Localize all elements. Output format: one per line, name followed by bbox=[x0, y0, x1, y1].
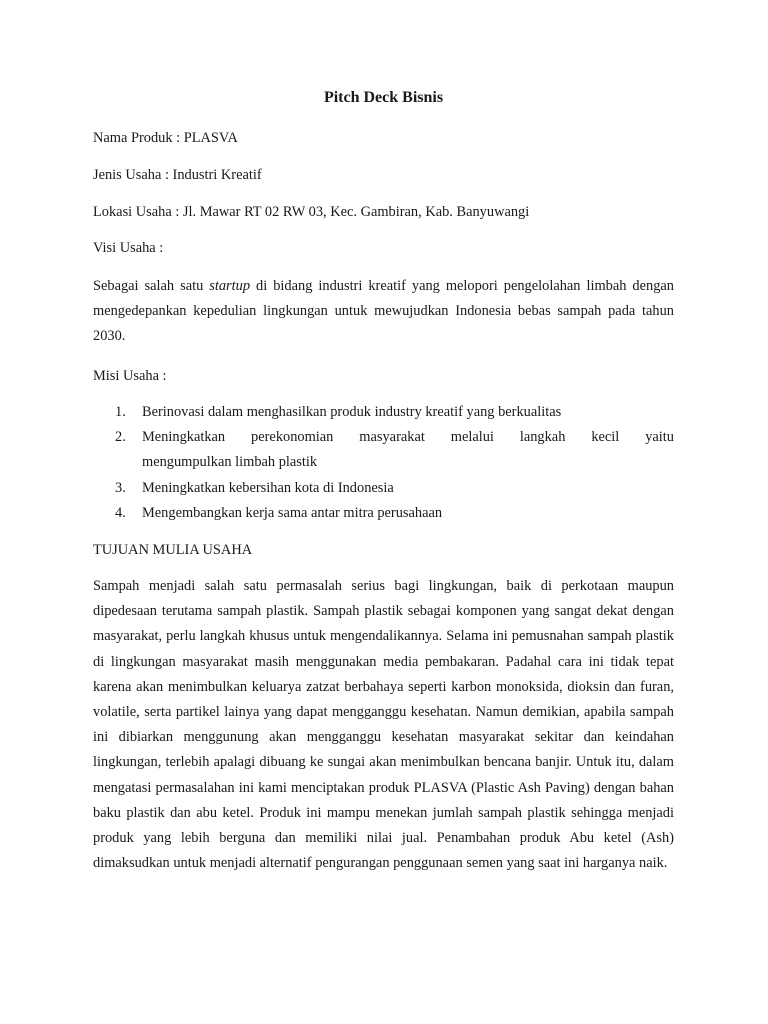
list-item-text-line2: mengumpulkan limbah plastik bbox=[142, 454, 318, 471]
vision-text-after: di bidang industri kreatif yang melopori pengelolahan limbah dengan mengedepankan kepedulian lingkungan untuk mewujudkan Indonesia bebas sampah pada tahun 2030. bbox=[93, 278, 674, 345]
vision-text-before: Sebagai salah satu bbox=[93, 278, 210, 294]
document-title: Pitch Deck Bisnis bbox=[323, 89, 444, 106]
location-line: Lokasi Usaha : Jl. Mawar RT 02 RW 03, Kec. Gambiran, Kab. Banyuwangi bbox=[93, 204, 530, 220]
vision-paragraph bbox=[93, 274, 674, 350]
vision-text-italic: startup bbox=[209, 278, 251, 294]
list-item-text: Mengembangkan kerja sama antar mitra perusahaan bbox=[142, 504, 443, 521]
business-type-line: Jenis Usaha : Industri Kreatif bbox=[93, 167, 262, 183]
mission-list bbox=[93, 400, 674, 526]
list-item-text: Berinovasi dalam menghasilkan produk industry kreatif yang berkualitas bbox=[142, 404, 562, 420]
list-item-number: 4. bbox=[115, 504, 126, 521]
vision-heading: Visi Usaha : bbox=[93, 240, 164, 256]
goal-paragraph: Sampah menjadi salah satu permasalah serius bagi lingkungan, baik di perkotaan maupun dipedesaan terutama sampah plastik. Sampah plastik sebagai komponen yang sangat dekat dengan masyarakat, perlu langkah khusus untuk mengendalikannya. Selama ini pemusnahan sampah plastik di lingkungan masyarakat masih menggunakan media pembakaran. Padahal cara ini tidak tepat karena akan menimbulkan keluarya zatzat berbahaya seperti karbon monoksida, dioksin dan furan, volatile, serta partikel lainya yang dapat mengganggu kesehatan. Namun demikian, apabila sampah ini dibiarkan menggunung akan mengganggu kesehatan masyarakat sekitar dan keindahan lingkungan, terlebih apalagi dibuang ke sungai akan menimbulkan bencana banjir. Untuk itu, dalam mengatasi permasalahan ini kami menciptakan produk PLASVA (Plastic Ash Paving) dengan bahan baku plastik dan abu ketel. Produk ini mampu menekan jumlah sampah plastik sehingga menjadi produk yang lebih berguna dan memiliki nilai jual. Penambahan produk Abu ketel (Ash) dimaksudkan untuk menjadi alternatif pengurangan penggunaan semen yang saat ini harganya naik. bbox=[93, 578, 674, 872]
list-item-number: 2. bbox=[115, 429, 126, 446]
list-item-number: 1. bbox=[115, 404, 126, 420]
product-name-line: Nama Produk : PLASVA bbox=[93, 130, 238, 146]
list-item-text-line1: Meningkatkan perekonomian masyarakat melalui langkah kecil yaitu bbox=[142, 429, 674, 446]
list-item-number: 3. bbox=[115, 479, 126, 496]
goal-heading: TUJUAN MULIA USAHA bbox=[93, 542, 253, 558]
list-item-text: Meningkatkan kebersihan kota di Indonesia bbox=[142, 479, 394, 496]
list-item bbox=[93, 400, 674, 425]
list-item bbox=[93, 501, 674, 526]
mission-heading: Misi Usaha : bbox=[93, 368, 167, 384]
list-item bbox=[93, 425, 674, 475]
list-item bbox=[93, 476, 674, 501]
